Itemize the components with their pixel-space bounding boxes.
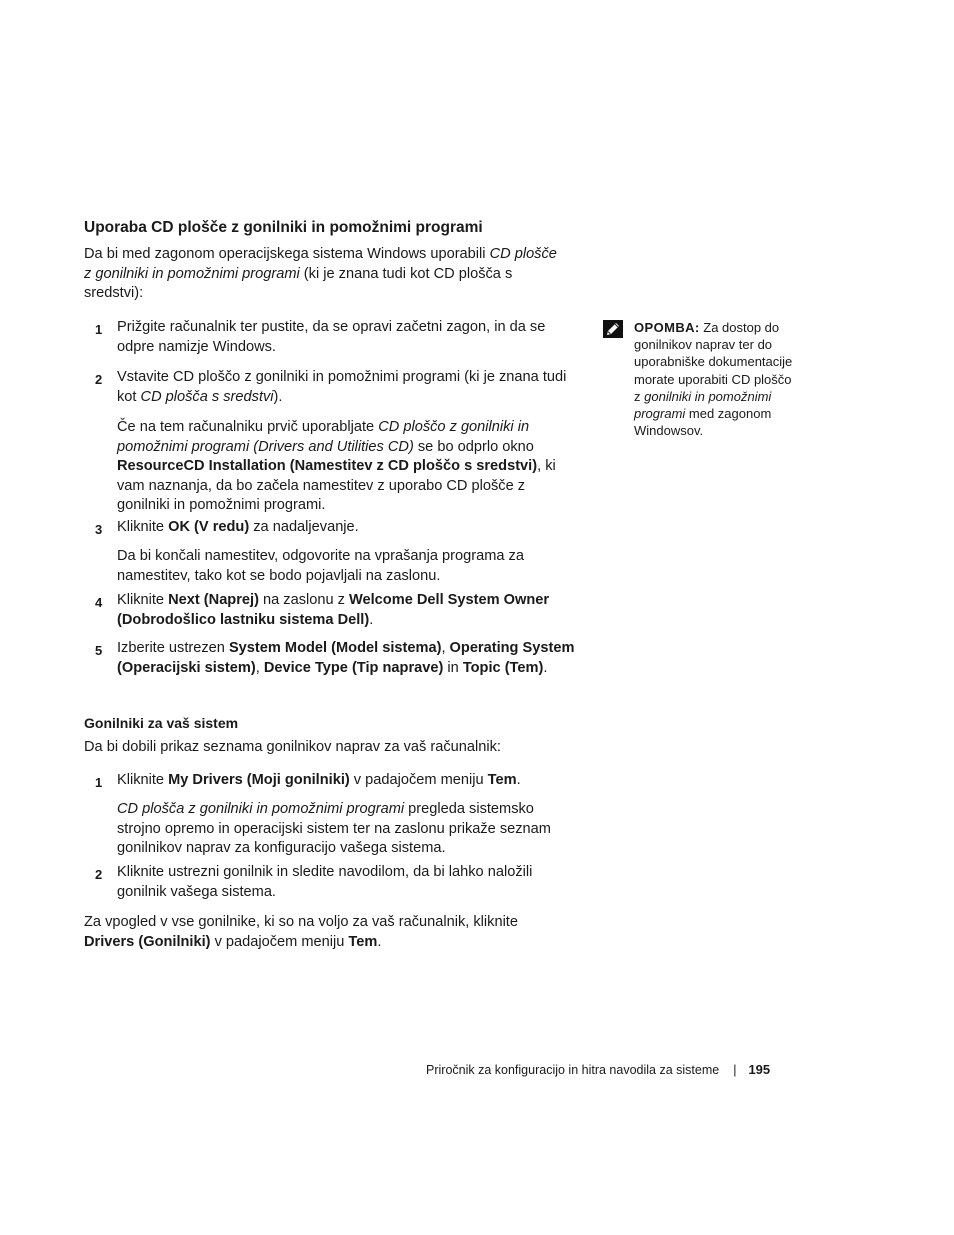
note-text-italic: gonilniki in pomožnimi programi <box>634 388 772 422</box>
subsection-heading: Gonilniki za vaš sistem <box>84 715 239 731</box>
button-name: Next (Naprej) <box>168 592 259 608</box>
step-text: Prižgite računalnik ter pustite, da se opravi začetni zagon, in da se odpre namizje Windows. <box>117 319 546 355</box>
note-text: Za dostop do gonilnikov naprav ter do uporabniške dokumentacije morate uporabiti CD ploščo z <box>634 320 793 404</box>
step-text-part: se bo odprlo okno <box>413 438 534 455</box>
menu-item-name: Drivers (Gonilniki) <box>84 933 211 950</box>
subsection-intro: Da bi dobili prikaz seznama gonilnikov naprav za vaš računalnik: <box>84 739 501 755</box>
option-name: Topic (Tem) <box>462 659 544 676</box>
side-note <box>634 319 794 439</box>
option-name: System Model (Model sistema) <box>228 640 442 656</box>
option-name: Operating System (Operacijski sistem) <box>117 640 575 676</box>
note-text: med zagonom Windowsov. <box>634 406 772 439</box>
step-number: 4 <box>95 595 103 610</box>
footer-separator: | <box>733 1063 737 1077</box>
intro-text-end: (ki je znana tudi kot CD plošča s sredstvi): <box>84 265 513 301</box>
step-text <box>117 368 577 407</box>
step-text-italic: CD plošča z gonilniki in pomožnimi programi <box>117 801 405 817</box>
menu-name: Tem <box>487 772 517 788</box>
option-name: Device Type (Tip naprave) <box>263 659 444 676</box>
step-paragraph <box>117 800 577 859</box>
step-text-part: Kliknite <box>117 772 169 788</box>
step-text-part: , ki vam naznanja, da bo začela namestitev z uporabo CD plošče z gonilniki in pomožnimi programi. <box>117 458 556 513</box>
page-number: 195 <box>748 1062 771 1077</box>
note-label: OPOMBA: <box>634 320 700 335</box>
step-text-part: Izberite ustrezen <box>117 640 229 656</box>
step-number: 1 <box>95 322 103 337</box>
step-text-part: v padajočem meniju <box>349 772 488 788</box>
step-number: 3 <box>95 522 103 537</box>
step-text-part: . <box>543 659 548 676</box>
step-text-italic: CD ploščo z gonilniki in pomožnimi programi (Drivers and Utilities CD) <box>117 419 530 455</box>
intro-text: Da bi med zagonom operacijskega sistema Windows uporabili <box>84 246 490 262</box>
window-name: ResourceCD Installation (Namestitev z CD ploščo s sredstvi) <box>117 458 538 474</box>
closing-text: Za vpogled v vse gonilnike, ki so na voljo za vaš računalnik, kliknite <box>84 914 518 930</box>
step-text-part: , <box>255 659 264 676</box>
button-name: OK (V redu) <box>168 519 250 535</box>
step-text-part: . <box>369 611 374 628</box>
step-text-part: za nadaljevanje. <box>249 519 359 535</box>
step-text <box>117 518 577 538</box>
step-number: 1 <box>95 775 103 790</box>
closing-text: v padajočem meniju <box>210 933 349 950</box>
closing-paragraph <box>84 913 564 952</box>
step-text-part: Če na tem računalniku prvič uporabljate <box>117 419 379 435</box>
step-text-part: Kliknite <box>117 592 169 608</box>
menu-item-name: My Drivers (Moji gonilniki) <box>168 772 350 788</box>
step-text: Kliknite ustrezni gonilnik in sledite navodilom, da bi lahko naložili gonilnik vašega sistema. <box>117 864 533 900</box>
step-text <box>117 639 577 678</box>
step-text-part: ). <box>273 388 283 405</box>
step-text-part: . <box>516 772 521 788</box>
step-text-part: Kliknite <box>117 519 169 535</box>
step-text-part: Vstavite CD ploščo z gonilniki in pomožnimi programi (ki je znana tudi kot <box>117 369 567 405</box>
step-paragraph <box>117 418 577 516</box>
closing-text: . <box>377 933 382 950</box>
step-text-part: in <box>443 659 463 676</box>
footer-title: Priročnik za konfiguracijo in hitra navodila za sisteme <box>426 1063 720 1077</box>
menu-name: Tem <box>348 933 378 950</box>
pencil-note-icon <box>603 320 623 338</box>
step-text <box>117 771 577 791</box>
step-text-part: na zaslonu z <box>258 592 349 608</box>
step-paragraph: Da bi končali namestitev, odgovorite na vprašanja programa za namestitev, tako kot se bodo pojavljali na zaslonu. <box>117 548 524 584</box>
intro-paragraph <box>84 245 564 304</box>
section-heading: Uporaba CD plošče z gonilniki in pomožnimi programi <box>84 219 483 236</box>
step-number: 2 <box>95 867 103 882</box>
step-number: 2 <box>95 372 103 387</box>
step-text-part: pregleda sistemsko strojno opremo in operacijski sistem ter na zaslonu prikaže seznam gonilnikov naprav za konfiguracijo vašega sistema. <box>117 801 551 856</box>
step-number: 5 <box>95 643 103 658</box>
step-text <box>117 591 577 630</box>
step-text-italic: CD plošča s sredstvi <box>140 388 274 405</box>
screen-name: Welcome Dell System Owner (Dobrodošlico lastniku sistema Dell) <box>117 592 550 628</box>
intro-cd-name: CD plošče z gonilniki in pomožnimi programi <box>84 246 557 282</box>
page-footer <box>426 1062 770 1077</box>
step-text-part: , <box>441 640 450 656</box>
